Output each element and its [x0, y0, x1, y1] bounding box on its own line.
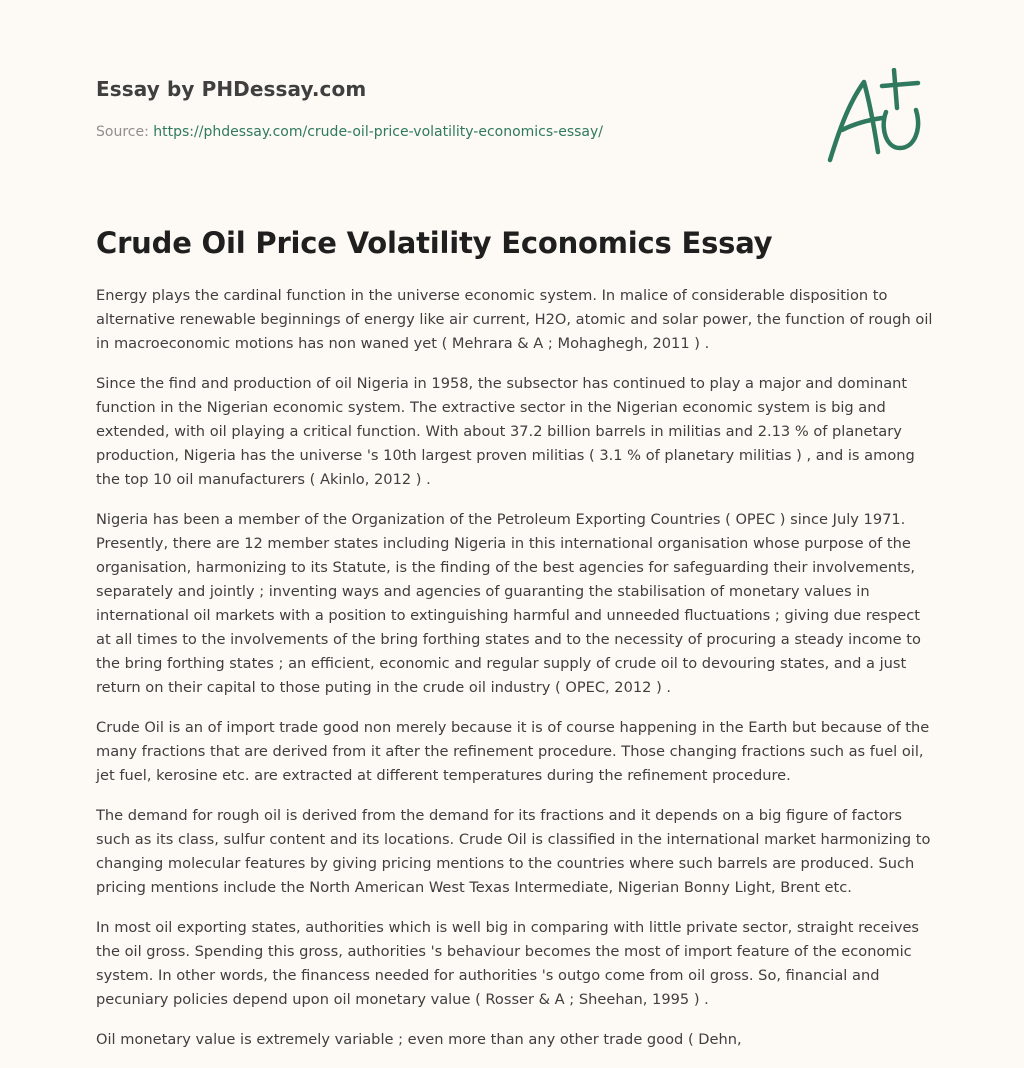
essay-paragraph: In most oil exporting states, authorities which is well big in comparing with little private sector, straight receives the oil gross. Spending this gross, authorities 's behaviour becomes the most of import feature of the economic system. In other words, the financess needed for authorities 's outgo come from oil gross. So, financial and pecuniary policies depend upon oil monetary value ( Rosser & A ; Sheehan, 1995 ) .	[96, 919, 920, 1008]
essay-paragraph: Energy plays the cardinal function in the universe economic system. In malice of considerable disposition to alternative renewable beginnings of energy like air current, H2O, atomic and solar power, the function of rough oil in macroeconomic motions has non waned yet ( Mehrara & A ; Mohaghegh, 2011 ) .	[96, 287, 933, 352]
essay-paragraph: Crude Oil is an of import trade good non merely because it is of course happening in the Earth but because of the many fractions that are derived from it after the refinement procedure. Those changing fractions such as fuel oil, jet fuel, kerosine etc. are extracted at different temperatures during the refinement procedure.	[96, 719, 930, 784]
source-link[interactable]: https://phdessay.com/crude-oil-price-volatility-economics-essay/	[153, 124, 604, 140]
essay-paragraph: Oil monetary value is extremely variable ; even more than any other trade good ( Dehn,	[96, 1031, 742, 1048]
essay-title: Crude Oil Price Volatility Economics Essay	[96, 226, 773, 260]
essay-paragraph: The demand for rough oil is derived from the demand for its fractions and it depends on a big figure of factors such as its class, sulfur content and its locations. Crude Oil is classified in the international market harmonizing to changing molecular features by giving pricing mentions to the countries where such barrels are produced. Such pricing mentions include the North American West Texas Intermediate, Nigerian Bonny Light, Brent etc.	[96, 807, 931, 896]
source-label: Source:	[96, 124, 149, 140]
source-line	[96, 124, 603, 140]
essay-body	[96, 284, 936, 1068]
essay-paragraph: Nigeria has been a member of the Organization of the Petroleum Exporting Countries ( OPEC ) since July 1971. Presently, there are 12 member states including Nigeria in this international organisation whose purpose of the organisation, harmonizing to its Statute, is the finding of the best agencies for safeguarding their involvements, separately and jointly ; inventing ways and agencies of guaranting the stabilisation of monetary values in international oil markets with a position to extinguishing harmful and unneeded fluctuations ; giving due respect at all times to the involvements of the bring forthing states and to the necessity of procuring a steady income to the bring forthing states ; an efficient, economic and regular supply of crude oil to devouring states, and a just return on their capital to those puting in the crude oil industry ( OPEC, 2012 ) .	[96, 511, 921, 696]
a-plus-logo-icon	[822, 68, 926, 164]
site-brand: Essay by PHDessay.com	[96, 77, 367, 101]
essay-paragraph: Since the find and production of oil Nigeria in 1958, the subsector has continued to play a major and dominant function in the Nigerian economic system. The extractive sector in the Nigerian economic system is big and extended, with oil playing a critical function. With about 37.2 billion barrels in militias and 2.13 % of planetary production, Nigeria has the universe 's 10th largest proven militias ( 3.1 % of planetary militias ) , and is among the top 10 oil manufacturers ( Akinlo, 2012 ) .	[96, 375, 915, 488]
